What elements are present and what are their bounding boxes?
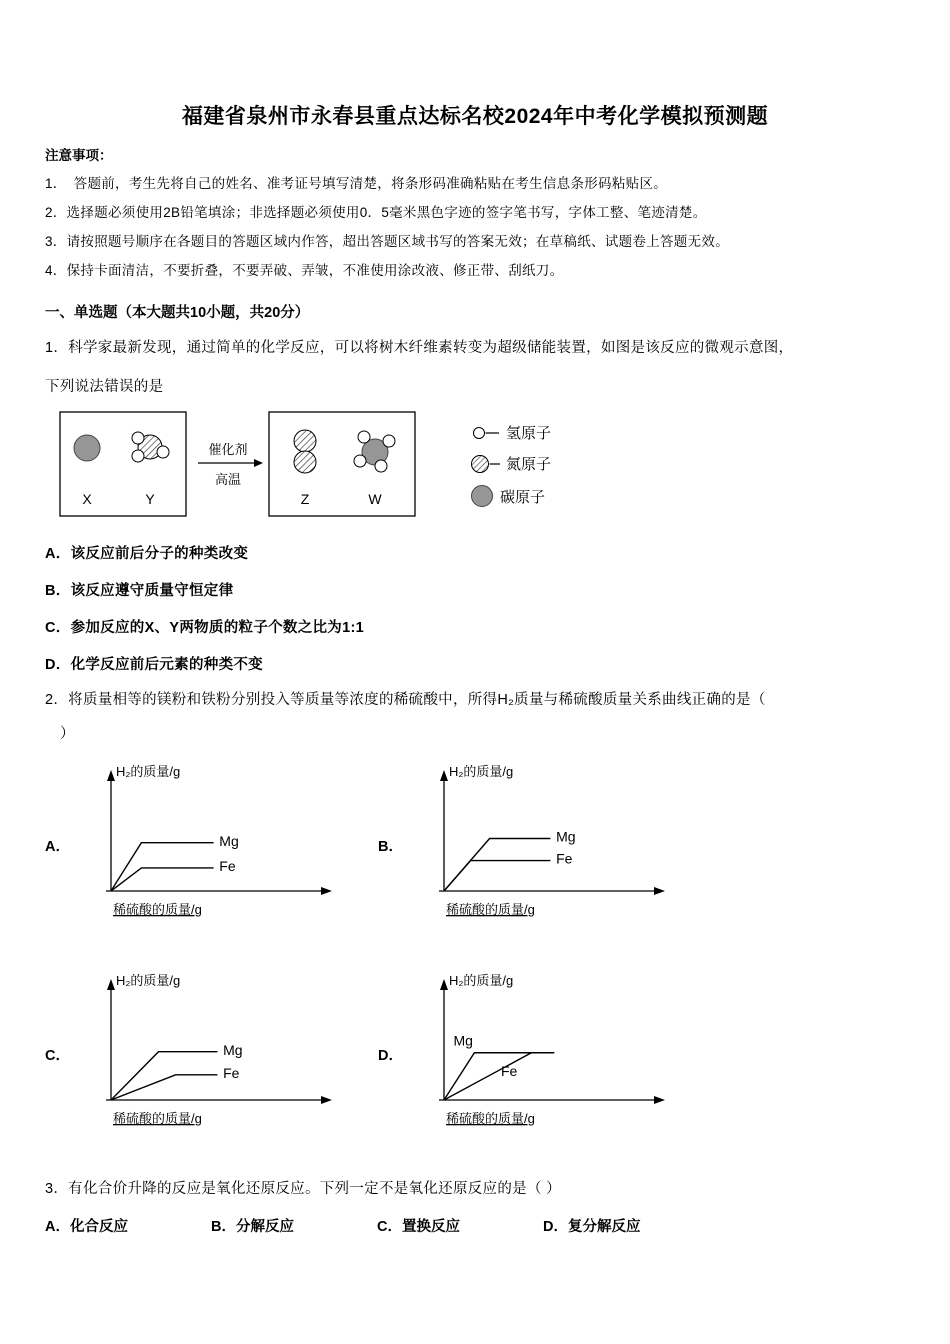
x-axis-arrow — [321, 1096, 332, 1104]
series-line-Mg — [111, 843, 214, 891]
hydrogen-atom-icon — [471, 424, 503, 442]
carbon-atom-icon — [471, 484, 497, 508]
graph-b — [412, 761, 680, 930]
graph-svg — [79, 761, 347, 925]
section-heading: 一、单选题（本大题共10小题，共20分） — [45, 305, 310, 321]
graph-x-label: 稀硫酸的质量/g — [446, 902, 535, 917]
q3-option-b: B．分解反应 — [211, 1219, 294, 1235]
arrow-condition-top: 催化剂 — [208, 442, 248, 457]
notice-heading: 注意事项： — [45, 148, 113, 163]
series-label-Mg: Mg — [453, 1032, 473, 1049]
legend-nitrogen-label: 氮原子 — [506, 456, 552, 473]
graph-x-label: 稀硫酸的质量/g — [113, 902, 202, 917]
y-axis-arrow — [107, 770, 115, 781]
nitrogen-atom-icon — [471, 454, 503, 474]
q1-option-d: D．化学反应前后元素的种类不变 — [45, 657, 263, 673]
graph-x-label: 稀硫酸的质量/g — [446, 1111, 535, 1126]
series-label-Fe: Fe — [556, 850, 573, 867]
series-line-Fe — [444, 1053, 554, 1100]
series-label-Fe: Fe — [223, 1064, 240, 1081]
graph-y-label: H₂的质量/g — [116, 764, 181, 779]
q3-option-c: C．置换反应 — [377, 1219, 460, 1235]
question-3-options — [45, 1215, 905, 1236]
label-z: Z — [300, 491, 310, 507]
series-line-Fe — [111, 1075, 217, 1100]
graph-svg — [412, 761, 680, 925]
y-axis-arrow — [107, 979, 115, 990]
graph-svg — [79, 970, 347, 1134]
series-line-Fe — [111, 868, 214, 891]
x-axis-arrow — [654, 1096, 665, 1104]
notice-item: 1． 答题前，考生先将自己的姓名、准考证号填写清楚，将条形码准确粘贴在考生信息条形码粘贴区。 — [45, 176, 668, 191]
y-axis-arrow — [440, 770, 448, 781]
graph-a — [79, 761, 347, 930]
graph-c-letter: C． — [45, 1048, 70, 1064]
question-2-text-cont: ） — [60, 726, 75, 742]
series-line-Mg — [111, 1052, 217, 1100]
notice-item: 2．选择题必须使用2B铅笔填涂；非选择题必须使用0．5毫米黑色字迹的签字笔书写，字体工整、笔迹清楚。 — [45, 205, 707, 220]
reaction-diagram — [59, 410, 905, 520]
label-w: W — [368, 491, 382, 507]
page-title: 福建省泉州市永春县重点达标名校2024年中考化学模拟预测题 — [181, 105, 769, 128]
graph-b-letter: B． — [378, 839, 403, 855]
series-label-Mg: Mg — [556, 828, 576, 845]
q1-option-a: A．该反应前后分子的种类改变 — [45, 546, 249, 562]
question-2-text: 2．将质量相等的镁粉和铁粉分别投入等质量等浓度的稀硫酸中，所得H₂质量与稀硫酸质量关系曲线正确的是（ — [45, 692, 766, 708]
question-1-text: 1．科学家最新发现，通过简单的化学反应，可以将树木纤维素转变为超级储能装置，如图是该反应的微观示意图， — [45, 340, 794, 356]
graph-d-letter: D． — [378, 1048, 403, 1064]
graph-svg — [412, 970, 680, 1134]
q3-option-d: D．复分解反应 — [543, 1219, 641, 1235]
legend-carbon — [471, 484, 551, 508]
reaction-arrow-head — [254, 459, 263, 467]
molecule-y — [132, 432, 169, 462]
notice-item: 4．保持卡面清洁，不要折叠，不要弄破、弄皱，不准使用涂改液、修正带、刮纸刀。 — [45, 263, 564, 278]
graph-y-label: H₂的质量/g — [449, 973, 514, 988]
graph-row-1 — [45, 761, 905, 930]
series-label-Fe: Fe — [501, 1062, 518, 1079]
carbon-atom-x — [74, 435, 100, 461]
graph-c — [79, 970, 347, 1139]
series-label-Mg: Mg — [219, 832, 239, 849]
graph-option-c — [45, 970, 378, 1139]
graph-x-label: 稀硫酸的质量/g — [113, 1111, 202, 1126]
graph-row-2 — [45, 970, 905, 1139]
legend-hydrogen — [471, 422, 551, 443]
question-1-text-cont: 下列说法错误的是 — [45, 379, 164, 395]
graph-option-d — [378, 970, 711, 1139]
series-line-Mg — [444, 839, 550, 892]
label-y: Y — [145, 491, 155, 507]
q1-option-c: C．参加反应的X、Y两物质的粒子个数之比为1:1 — [45, 620, 364, 636]
series-line-Mg — [444, 1053, 554, 1100]
graph-option-a — [45, 761, 378, 930]
y-axis-arrow — [440, 979, 448, 990]
question-1 — [45, 336, 905, 674]
diagram-legend — [471, 422, 551, 508]
x-axis-arrow — [321, 887, 332, 895]
notice-section — [45, 144, 905, 279]
products-box — [269, 412, 415, 516]
legend-hydrogen-label: 氢原子 — [506, 425, 552, 442]
reactants-box — [60, 412, 186, 516]
arrow-condition-bottom: 高温 — [214, 472, 242, 487]
series-label-Fe: Fe — [219, 858, 236, 875]
question-2 — [45, 688, 905, 1139]
notice-item: 3．请按照题号顺序在各题目的答题区域内作答，超出答题区域书写的答案无效；在草稿纸、试题卷上答题无效。 — [45, 234, 730, 249]
graph-a-letter: A． — [45, 839, 70, 855]
legend-carbon-label: 碳原子 — [500, 488, 546, 506]
graph-option-b — [378, 761, 711, 930]
legend-nitrogen — [471, 453, 551, 474]
molecule-z — [294, 430, 316, 473]
graph-y-label: H₂的质量/g — [449, 764, 514, 779]
question-3 — [45, 1177, 905, 1236]
q3-option-a: A．化合反应 — [45, 1219, 128, 1235]
reaction-diagram-svg — [59, 410, 419, 520]
molecule-w — [354, 431, 395, 472]
series-label-Mg: Mg — [223, 1041, 243, 1058]
x-axis-arrow — [654, 887, 665, 895]
graph-y-label: H₂的质量/g — [116, 973, 181, 988]
question-3-text: 3．有化合价升降的反应是氧化还原反应。下列一定不是氧化还原反应的是（ ） — [45, 1181, 561, 1197]
series-line-Fe — [444, 861, 550, 891]
graph-d — [412, 970, 680, 1139]
q1-option-b: B．该反应遵守质量守恒定律 — [45, 583, 234, 599]
label-x: X — [82, 491, 92, 507]
